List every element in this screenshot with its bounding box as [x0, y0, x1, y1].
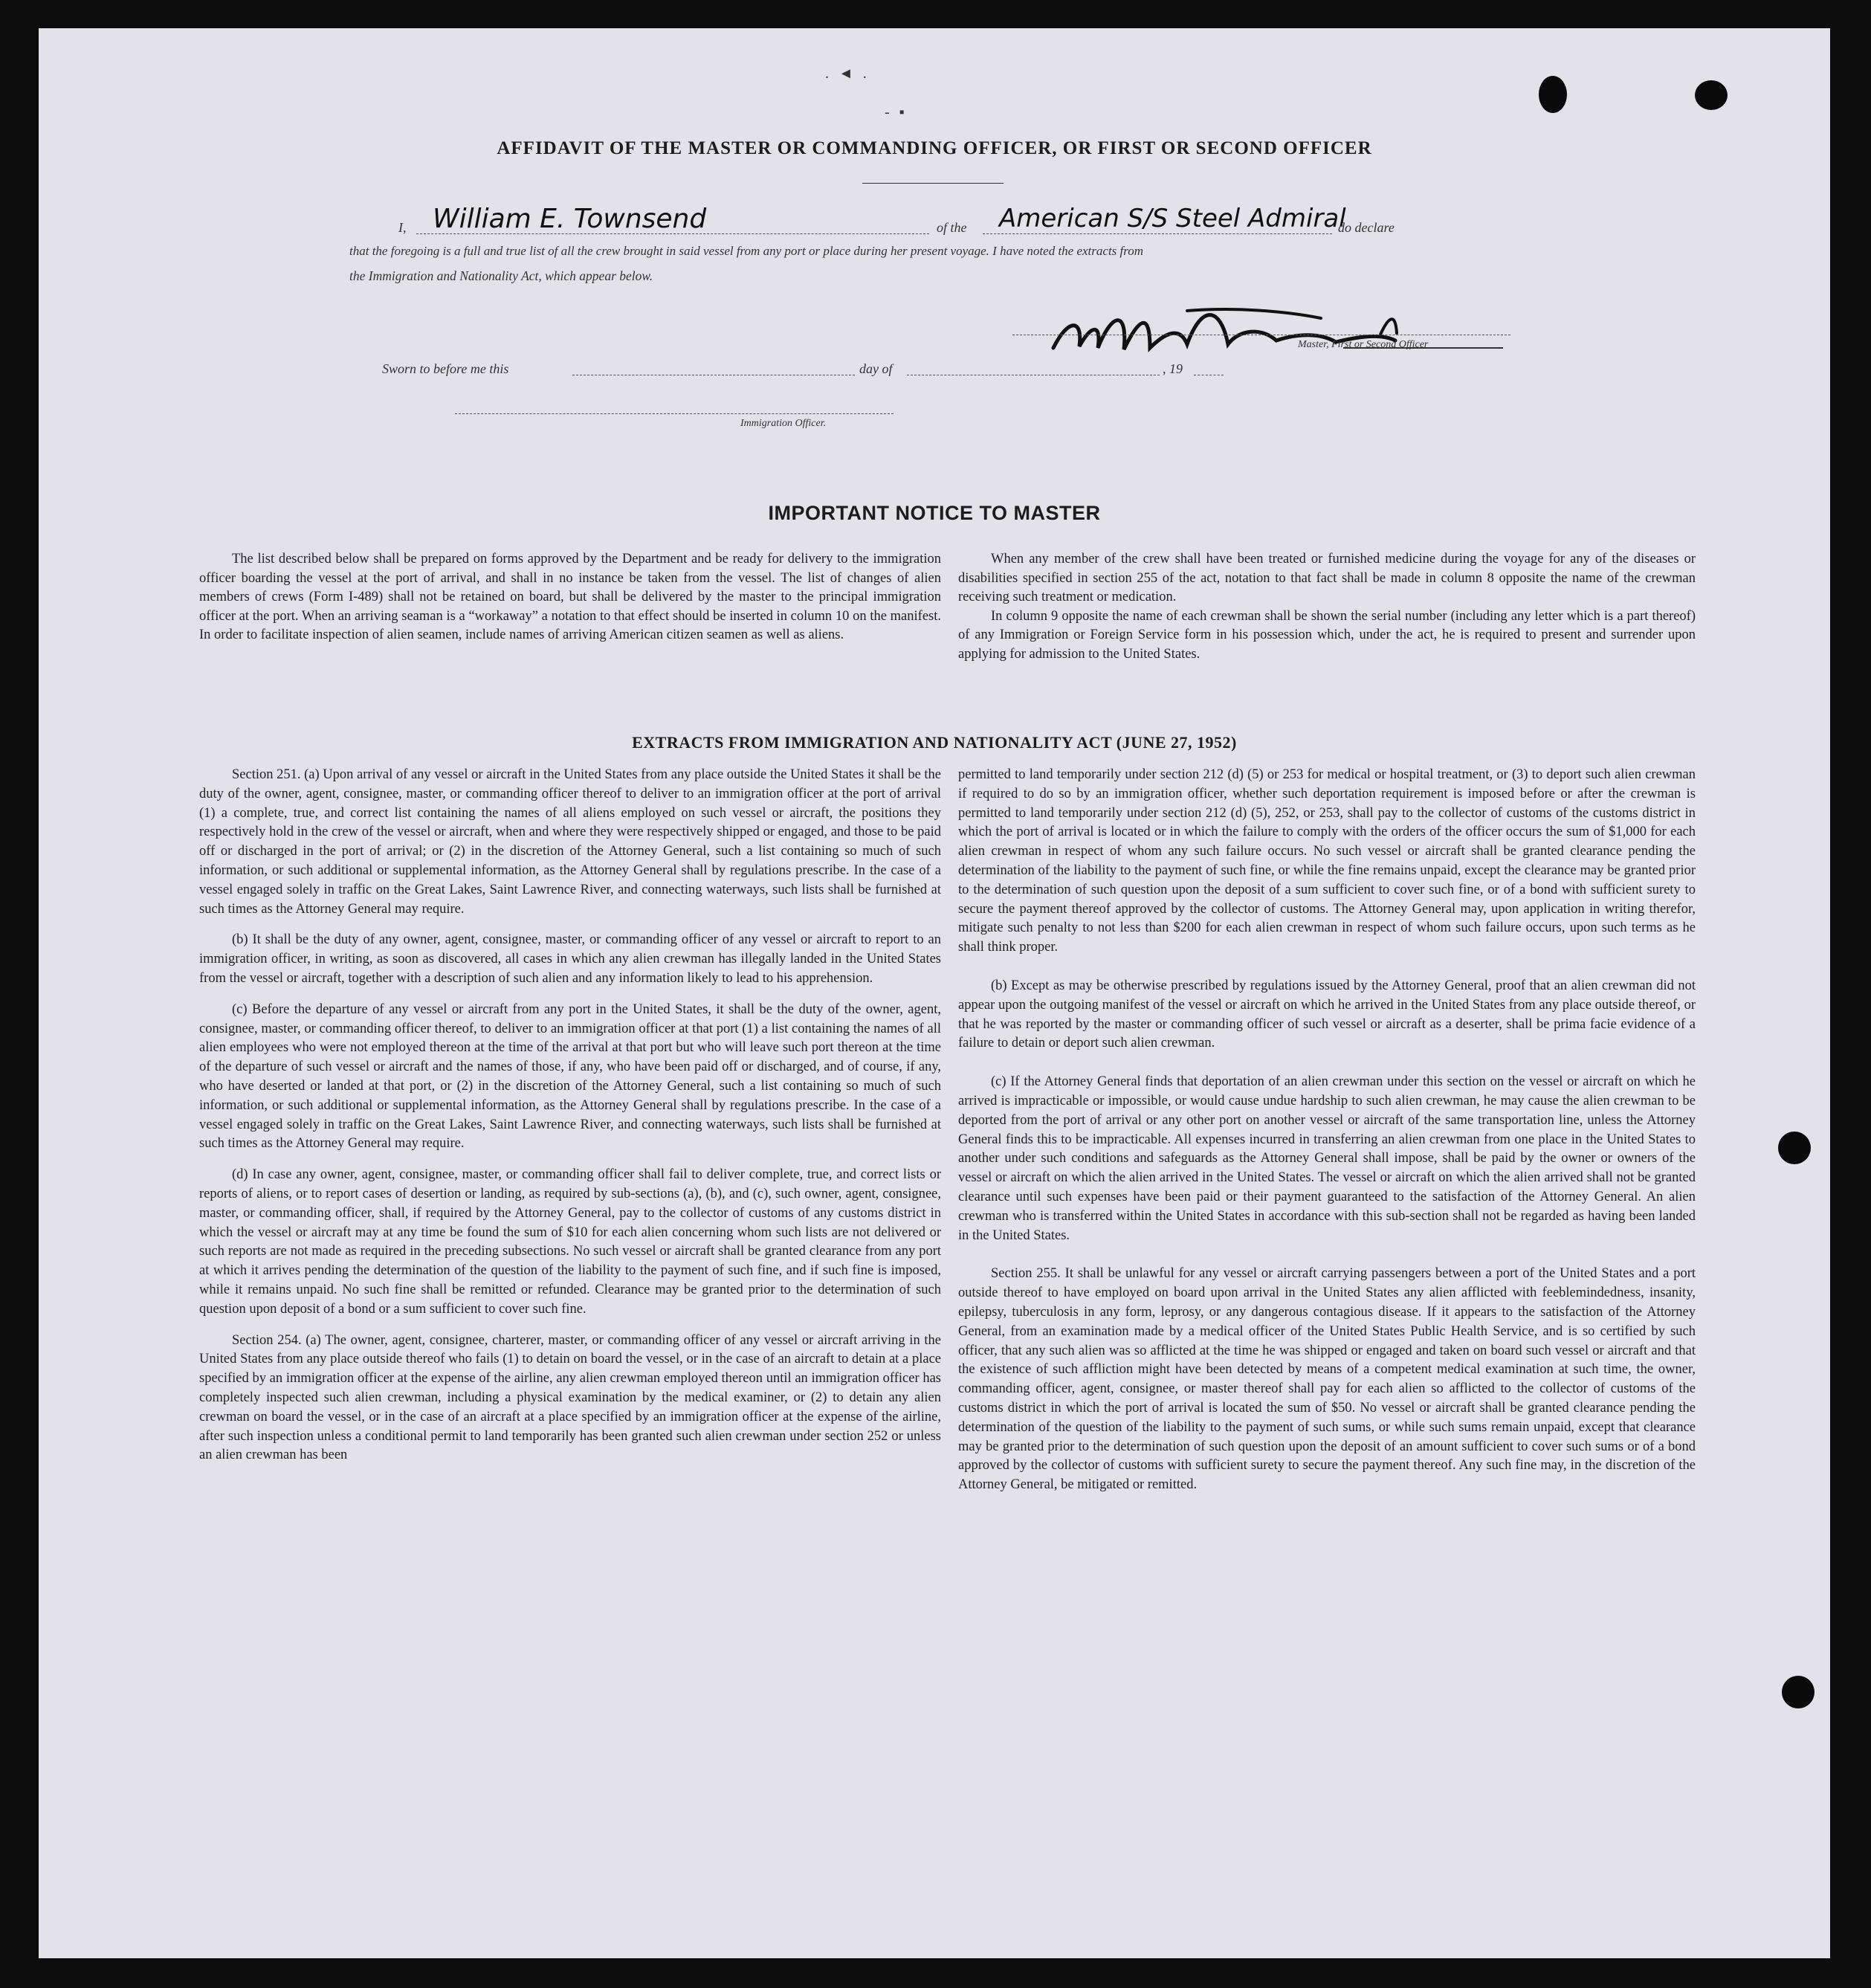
notice-right-paragraph-1: When any member of the crew shall have been treated or furnished medicine during the voyage for any of the diseases or disabilities specified in section 255 of the act, notation to that fact shall be made in column 8 opposite the name of the crewman receiving such treatment or medication. [958, 552, 1696, 605]
of-the-label: of the [937, 220, 967, 235]
section-251-b: (b) It shall be the duty of any owner, agent, consignee, master, or commanding officer of any vessel or aircraft to report to an immigration officer, in writing, as soon as discovered, all cases in which any alien crewman has illegally landed in the United States from the vessel or aircraft, together with a description of such alien and any information likely to lead to his apprehension. [199, 932, 941, 986]
extracts-title: EXTRACTS FROM IMMIGRATION AND NATIONALITY ACT (JUNE 27, 1952) [632, 733, 1237, 752]
section-251-d: (d) In case any owner, agent, consignee, master, or commanding officer shall fail to deliver complete, true, and correct lists or reports of aliens, or to report cases of desertion or landing, as required by sub-sections (a), (b), and (c), such owner, agent, consignee, master, or commanding officer, shall, if required by the Attorney General, pay to the collector of customs of any customs district in which the vessel or aircraft may at any time be found the sum of $10 for each alien concerning whom such lists are not delivered or such reports are not made as required in the preceding subsections. No such vessel or aircraft shall be granted clearance from any port at which it arrives pending the determination of the question of the liability to the payment of such fine, and if such fine is imposed, while it remains unpaid. No such fine shall be remitted or refunded. Clearance may be granted prior to the determination of such question upon deposit of a bond or a sum sufficient to cover such fine. [199, 1167, 941, 1317]
master-label-text: Master, First or Second Officer [1298, 339, 1429, 350]
declaration-line-1: that the foregoing is a full and true list of all the crew brought in said vessel from any port or place during her present voyage. I have noted the extracts from [349, 244, 1144, 258]
section-254-a-continued: permitted to land temporarily under section 212 (d) (5) or 253 for medical or hospital treatment, or (3) to deport such alien crewman if required to do so by an immigration officer, whether such deportation requirement is imposed before or after the crewman is permitted to land temporarily under section 212 (d) (5), 252, or 253, shall pay to the collector of customs of the customs district in which the port of arrival is located or in which the failure to comply with the orders of the officer occurs the sum of $1,000 for each alien crewman in respect of whom any such failure occurs. No such vessel or aircraft shall be granted clearance pending the determination of the liability to the payment of such fine, or while the fine remains unpaid, except the clearance may be granted prior to the determination of such question upon the deposit of a sum sufficient to cover such fine, or of a bond with sufficient surety to secure the payment thereof approved by the collector of customs. The Attorney General may, upon application in writing therefor, mitigate such penalty to not less than $200 for each alien crewman in respect of whom such failure occurs, upon such terms as he shall think proper. [958, 767, 1696, 955]
sworn-label: Sworn to before me this [382, 361, 509, 376]
notice-right-paragraph-2: In column 9 opposite the name of each crewman shall be shown the serial number (including any letter which is a part thereof) of any Immigration or Foreign Service form in his possession which, under the act, he is required to present and surrender upon applying for admission to the United States. [958, 608, 1696, 662]
strikethrough [1343, 347, 1503, 349]
punch-hole [1695, 80, 1728, 110]
vessel-line [983, 233, 1332, 234]
section-251-c: (c) Before the departure of any vessel or aircraft from any port in the United States, it shall be the duty of the owner, agent, consignee, master, or commanding officer thereof, to deliver to an immigration officer at that port (1) a list containing the names of all alien employees who were not employed thereon at the time of the arrival at that port but who will leave such port thereon at the time of the departure of such vessel or aircraft and the names of those, if any, who have been paid off or discharged, and of course, if any, who have deserted or landed at that port, or (2) in the discretion of the Attorney General, such a list containing so much of such information, or such additional or supplemental information, as the Attorney General shall by regulations prescribe. In the case of a vessel engaged solely in traffic on the Great Lakes, Saint Lawrence River, and connecting waterways, such lists shall be furnished at such times as the Attorney General may require. [199, 1001, 941, 1152]
master-signature [1038, 288, 1432, 370]
section-251-a: Section 251. (a) Upon arrival of any vessel or aircraft in the United States from any place outside the United States it shall be the duty of the owner, agent, consignee, master, or commanding officer thereof to deliver to an immigration officer at the port of arrival (1) a complete, true, and correct list containing the names of all aliens employed on such vessel or aircraft, the positions they respectively hold in the crew of the vessel or aircraft, when and where they were respectively shipped or engaged, and those to be paid off or discharged in the port of arrival; or (2) in the discretion of the Attorney General, such a list containing so much of such information, or such additional or supplemental information, as the Attorney General shall by regulations prescribe. In the case of a vessel engaged solely in traffic on the Great Lakes, Saint Lawrence River, and connecting waterways, such lists shall be furnished at such times as the Attorney General may require. [199, 767, 942, 917]
affidavit-title: AFFIDAVIT OF THE MASTER OR COMMANDING OFFICER, OR FIRST OR SECOND OFFICER [497, 138, 1372, 158]
document-page [39, 28, 1830, 1958]
notice-left-column [199, 550, 941, 657]
extracts-right-column [958, 766, 1696, 1507]
extracts-left-column [199, 766, 941, 1477]
punch-hole [1539, 76, 1567, 113]
officer-label: Immigration Officer. [740, 418, 827, 429]
notice-right-column [958, 550, 1696, 677]
section-254-c: (c) If the Attorney General finds that deportation of an alien crewman under this section on the vessel or aircraft on which he arrived is impracticable or impossible, or would cause undue hardship to such alien crewman, he may cause the alien crewman to be deported from the port of arrival or any other port on another vessel or aircraft of the same transportation line, unless the Attorney General finds this to be impracticable. All expenses incurred in transferring an alien crewman from one place in the United States to another under such conditions and safeguards as the Attorney General shall impose, shall be paid by the owner or owners of the vessel or aircraft on which the alien arrived in the United States. The vessel or aircraft on which the alien arrived shall not be granted clearance until such expenses have been paid or their payment guaranteed to the satisfaction of the Attorney General. An alien crewman who is transferred within the United States in accordance with this sub-section shall not be regarded as having been landed in the United States. [958, 1074, 1696, 1243]
officer-signature-line [455, 413, 894, 414]
handwritten-name: William E. Townsend [433, 204, 707, 234]
stray-marks: - ▪ [885, 104, 908, 120]
section-255: Section 255. It shall be unlawful for any vessel or aircraft carrying passengers between a port of the United States and a port outside thereof to have employed on board upon arrival in the United States any alien afflicted with feeblemindedness, insanity, epilepsy, tuberculosis in any form, leprosy, or any dangerous contagious disease. If it appears to the satisfaction of the Attorney General, from an examination made by a medical officer of the United States Public Health Service, and is so certified by such officer, that any such alien was so afflicted at the time he was shipped or engaged and taken on board such vessel or aircraft and that the existence of such affliction might have been detected by means of a competent medical examination at such time, the owner, commanding officer, agent, consignee, or master thereof shall pay for each alien so afflicted to the collector of customs of the customs district in which the port of arrival is located the sum of $50. No vessel or aircraft shall be granted clearance pending the determination of the question of the liability to the payment of such sums, or while such sums remain unpaid, except that clearance may be granted prior to the determination of such question upon the deposit of an amount sufficient to cover such sums or of a bond approved by the collector of customs with sufficient surety to secure the payment thereof. Any such fine may, in the discretion of the Attorney General, be mitigated or remitted. [958, 1266, 1696, 1493]
master-label [1298, 339, 1428, 351]
declaration-line-2: the Immigration and Nationality Act, which appear below. [349, 268, 653, 283]
punch-hole [1782, 1676, 1815, 1708]
year-label: , 19 [1163, 361, 1183, 376]
notice-left-paragraph: The list described below shall be prepared on forms approved by the Department and be ready for delivery to the immigration officer boarding the vessel at the port of arrival, and shall in no instance be taken from the vessel. The list of changes of alien members of crews (Form I-489) shall not be retained on board, but shall be delivered by the master to the principal immigration officer at the port. When an arriving seaman is a “workaway” a notation to that effect should be inserted in column 10 on the manifest. In order to facilitate inspection of alien seamen, include names of arriving American citizen seamen as well as aliens. [199, 552, 941, 643]
notice-title: IMPORTANT NOTICE TO MASTER [768, 502, 1101, 524]
handwritten-vessel: American S/S Steel Admiral [999, 204, 1346, 233]
day-of-label: day of [859, 361, 893, 376]
section-254-a: Section 254. (a) The owner, agent, consignee, charterer, master, or commanding officer of any vessel or aircraft arriving in the United States from any place outside thereof who fails (1) to detain on board the vessel, or in the case of an aircraft to detain at a place specified by an immigration officer at the expense of the airline, any alien crewman employed thereon until an immigration officer has completely inspected such alien crewman, including a physical examination by the medical examiner, or (2) to detain any alien crewman on board the vessel, or in the case of an aircraft at a place specified by an immigration officer at the expense of the airline, after such inspection unless a conditional permit to land temporarily has been granted such alien crewman under section 252 or unless an alien crewman has been [199, 1332, 941, 1463]
i-label: I, [398, 220, 407, 235]
stray-marks: . ◄ . [825, 65, 870, 82]
title-underline [862, 183, 1004, 184]
do-declare-label: do declare [1338, 220, 1395, 235]
section-254-b: (b) Except as may be otherwise prescribed by regulations issued by the Attorney General, proof that an alien crewman did not appear upon the outgoing manifest of the vessel or aircraft on which he arrived in the United States from any place outside thereof, or that he was reported by the master or commanding officer of such vessel or aircraft as a deserter, shall be prima facie evidence of a failure to detain or deport such alien crewman. [958, 978, 1696, 1051]
punch-hole [1778, 1132, 1811, 1164]
